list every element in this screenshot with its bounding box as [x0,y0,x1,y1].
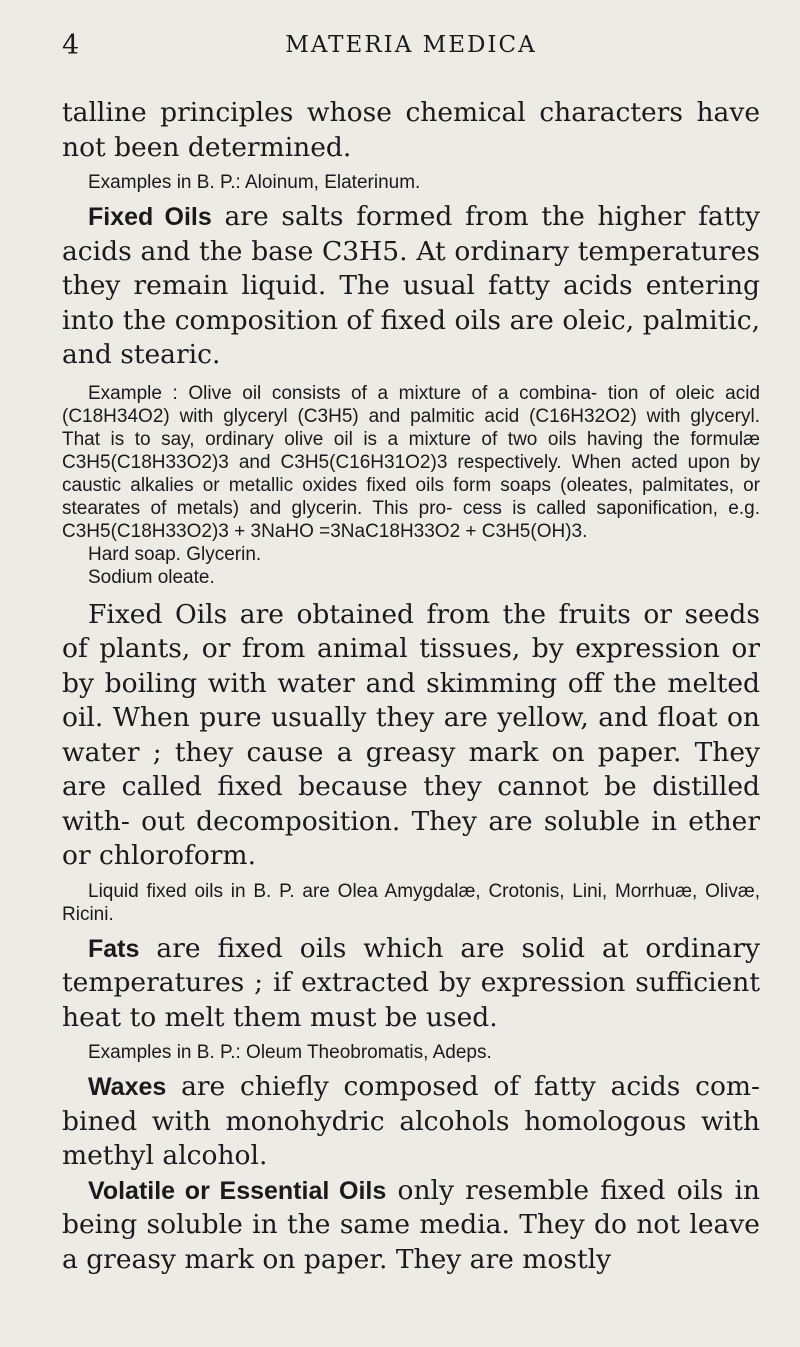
paragraph-fixed-oils-sources: Fixed Oils are obtained from the fruits or seeds of plants, or from animal tissues, by expression or by boiling with water and skimming off the melted oil. When pure usually they are yellow, and float on water ; they cause a greasy mark on paper. They are called fixed because they cannot be distilled with- out decomposition. They are soluble in ether or chloroform. [62,598,760,871]
page-header [62,30,760,70]
term-volatile-oils: Volatile or Essential Oils [88,1176,387,1205]
paragraph-waxes [62,1070,760,1174]
saponification-labels: Hard soap. Glycerin. [88,543,262,565]
volatile-oils-definition: only resemble fixed oils in being soluble in the same media. They do not leave a greasy mark on paper. They are mostly [62,1174,760,1275]
fixed-oils-definition: are salts formed from the higher fatty acids and the base C3H5. At ordinary temperatures they remain liquid. The usual fatty acids entering into the composition of fixed oils are oleic, palmitic, and stearic. [62,201,761,370]
paragraph-volatile-oils [62,1174,760,1278]
paragraph-fats [62,932,760,1036]
paragraph-fixed-oils [62,200,760,373]
page-number: 4 [62,30,80,61]
term-waxes: Waxes [88,1073,167,1101]
paragraph-crystalline-principles: talline principles whose chemical characters have not been determined. [62,97,760,163]
examples-crystalline: Examples in B. P.: Aloinum, Elaterinum. [88,172,421,193]
term-fats: Fats [88,934,140,963]
examples-fats: Examples in B. P.: Oleum Theobromatis, Adeps. [88,1042,492,1063]
term-fixed-oils: Fixed Oils [88,203,212,231]
page-body [62,96,760,1277]
olive-oil-example-text: Example : Olive oil consists of a mixture of a combina- tion of oleic acid (C18H34O2) with glyceryl (C3H5) and palmitic acid (C16H32O2) with glyceryl. That is to say, ordinary olive oil is a mixture of two oils having the formulæ C3H5(C18H33O2)3 and C3H5(C16H31O2)3 respectively. When acted upon by caustic alkalies or metallic oxides fixed oils form soaps (oleates, palmitates, or stearates of metals) and glycerin. This pro- cess is called saponification, e.g. C3H5(C18H33O2)3 + 3NaHO =3NaC18H33O2 + C3H5(OH)3. [62,382,760,542]
paragraph-olive-oil-example [62,382,760,589]
paragraph-liquid-fixed-oils: Liquid fixed oils in B. P. are Olea Amygdalæ, Crotonis, Lini, Morrhuæ, Olivæ, Ricini. [62,880,760,925]
fats-definition: are fixed oils which are solid at ordinary temperatures ; if extracted by expression sufficient heat to melt them must be used. [62,932,760,1033]
saponification-sodium: Sodium oleate. [88,566,215,588]
waxes-definition: are chiefly composed of fatty acids com- bined with monohydric alcohols homologous with methyl alcohol. [62,1071,760,1171]
running-title: MATERIA MEDICA [285,32,537,58]
